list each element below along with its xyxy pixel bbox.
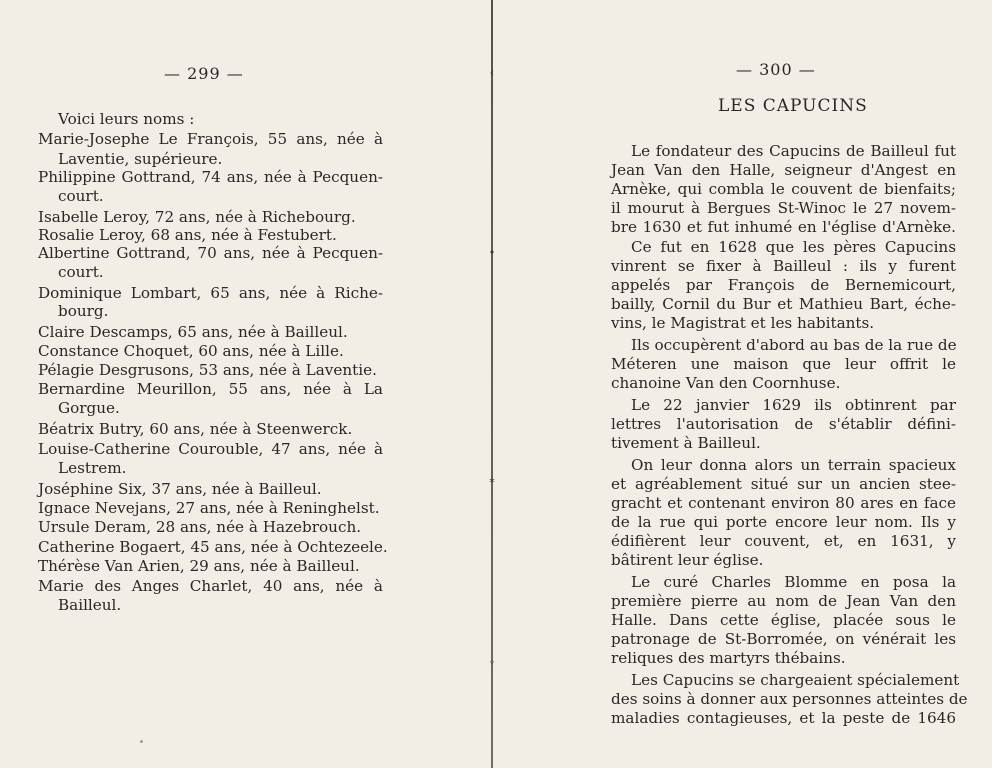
name-entry-line: Catherine Bogaert, 45 ans, née à Ochtezeele. bbox=[38, 538, 388, 556]
text-line: appelés par François de Bernemicourt, bbox=[611, 276, 956, 294]
text-line: et agréablement situé sur un ancien stee- bbox=[611, 475, 956, 493]
name-entry-line: Marie des Anges Charlet, 40 ans, née à bbox=[38, 577, 383, 595]
gutter-mark: ‹ bbox=[489, 66, 495, 79]
text-line: chanoine Van den Coornhuse. bbox=[611, 374, 841, 392]
text-line: Jean Van den Halle, seigneur d'Angest en bbox=[611, 161, 956, 179]
right-page bbox=[496, 0, 992, 768]
text-line: première pierre au nom de Jean Van den bbox=[611, 592, 956, 610]
name-entry-line: Lestrem. bbox=[58, 459, 127, 477]
text-line: bâtirent leur église. bbox=[611, 551, 764, 569]
name-entry-line: Joséphine Six, 37 ans, née à Bailleul. bbox=[38, 480, 322, 498]
name-entry-line: Marie-Josephe Le François, 55 ans, née à bbox=[38, 130, 383, 148]
text-line: lettres l'autorisation de s'établir défini- bbox=[611, 415, 956, 433]
name-entry-line: Bernardine Meurillon, 55 ans, née à La bbox=[38, 380, 383, 398]
text-line: maladies contagieuses, et la peste de 1646 bbox=[611, 709, 956, 727]
text-line: On leur donna alors un terrain spacieux bbox=[631, 456, 956, 474]
list-intro: Voici leurs noms : bbox=[58, 110, 195, 128]
name-entry-line: court. bbox=[58, 187, 104, 205]
text-line: tivement à Bailleul. bbox=[611, 434, 761, 452]
text-line: Arnèke, qui combla le couvent de bienfaits; bbox=[611, 180, 956, 198]
chapter-heading: LES CAPUCINS bbox=[718, 96, 868, 116]
name-entry-line: Rosalie Leroy, 68 ans, née à Festubert. bbox=[38, 226, 337, 244]
text-line: Ce fut en 1628 que les pères Capucins bbox=[631, 238, 956, 256]
name-entry-line: Ursule Deram, 28 ans, née à Hazebrouch. bbox=[38, 518, 362, 536]
text-line: reliques des martyrs thébains. bbox=[611, 649, 846, 667]
name-entry-line: Albertine Gottrand, 70 ans, née à Pecquen- bbox=[38, 244, 383, 262]
text-line: vins, le Magistrat et les habitants. bbox=[611, 314, 875, 332]
page-number-299: — 299 — bbox=[164, 64, 244, 83]
name-entry-line: Ignace Nevejans, 27 ans, née à Reninghelst. bbox=[38, 499, 380, 517]
text-line: bailly, Cornil du Bur et Mathieu Bart, éche- bbox=[611, 295, 956, 313]
name-entry-line: Dominique Lombart, 65 ans, née à Riche- bbox=[38, 284, 383, 302]
name-entry-line: Laventie, supérieure. bbox=[58, 150, 223, 168]
left-page bbox=[0, 0, 490, 768]
text-line: Ils occupèrent d'abord au bas de la rue de bbox=[631, 336, 957, 354]
text-line: Le fondateur des Capucins de Bailleul fut bbox=[631, 142, 956, 160]
text-line: bre 1630 et fut inhumé en l'église d'Arnèke. bbox=[611, 218, 956, 236]
text-line: de la rue qui porte encore leur nom. Ils y bbox=[611, 513, 956, 531]
name-entry-line: court. bbox=[58, 263, 104, 281]
name-entry-line: Constance Choquet, 60 ans, née à Lille. bbox=[38, 342, 344, 360]
text-line: il mourut à Bergues St-Winoc le 27 novem- bbox=[611, 199, 956, 217]
text-line: gracht et contenant environ 80 ares en face bbox=[611, 494, 956, 512]
name-entry-line: Bailleul. bbox=[58, 596, 122, 614]
name-entry-line: Philippine Gottrand, 74 ans, née à Pecquen- bbox=[38, 168, 383, 186]
gutter-mark: ◦ bbox=[488, 656, 496, 669]
gutter-mark: • bbox=[488, 246, 496, 259]
name-entry-line: Béatrix Butry, 60 ans, née à Steenwerck. bbox=[38, 420, 353, 438]
gutter-mark: * bbox=[489, 476, 495, 489]
text-line: Le curé Charles Blomme en posa la bbox=[631, 573, 956, 591]
name-entry-line: Louise-Catherine Courouble, 47 ans, née à bbox=[38, 440, 383, 458]
text-line: édifièrent leur couvent, et, en 1631, y bbox=[611, 532, 956, 550]
text-line: des soins à donner aux personnes atteintes de bbox=[611, 690, 968, 708]
name-entry-line: Gorgue. bbox=[58, 399, 120, 417]
text-line: Halle. Dans cette église, placée sous le bbox=[611, 611, 956, 629]
page-number-300: — 300 — bbox=[736, 60, 816, 79]
text-line: Les Capucins se chargeaient spécialement bbox=[631, 671, 960, 689]
text-line: patronage de St-Borromée, on vénérait les bbox=[611, 630, 956, 648]
text-line: Méteren une maison que leur offrit le bbox=[611, 355, 956, 373]
name-entry-line: Claire Descamps, 65 ans, née à Bailleul. bbox=[38, 323, 348, 341]
paper-speck bbox=[140, 740, 143, 743]
text-line: Le 22 janvier 1629 ils obtinrent par bbox=[631, 396, 956, 414]
name-entry-line: bourg. bbox=[58, 302, 109, 320]
book-gutter bbox=[491, 0, 493, 768]
name-entry-line: Isabelle Leroy, 72 ans, née à Richebourg. bbox=[38, 208, 356, 226]
name-entry-line: Pélagie Desgrusons, 53 ans, née à Laventie. bbox=[38, 361, 377, 379]
name-entry-line: Thérèse Van Arien, 29 ans, née à Bailleul. bbox=[38, 557, 360, 575]
text-line: vinrent se fixer à Bailleul : ils y furent bbox=[611, 257, 956, 275]
